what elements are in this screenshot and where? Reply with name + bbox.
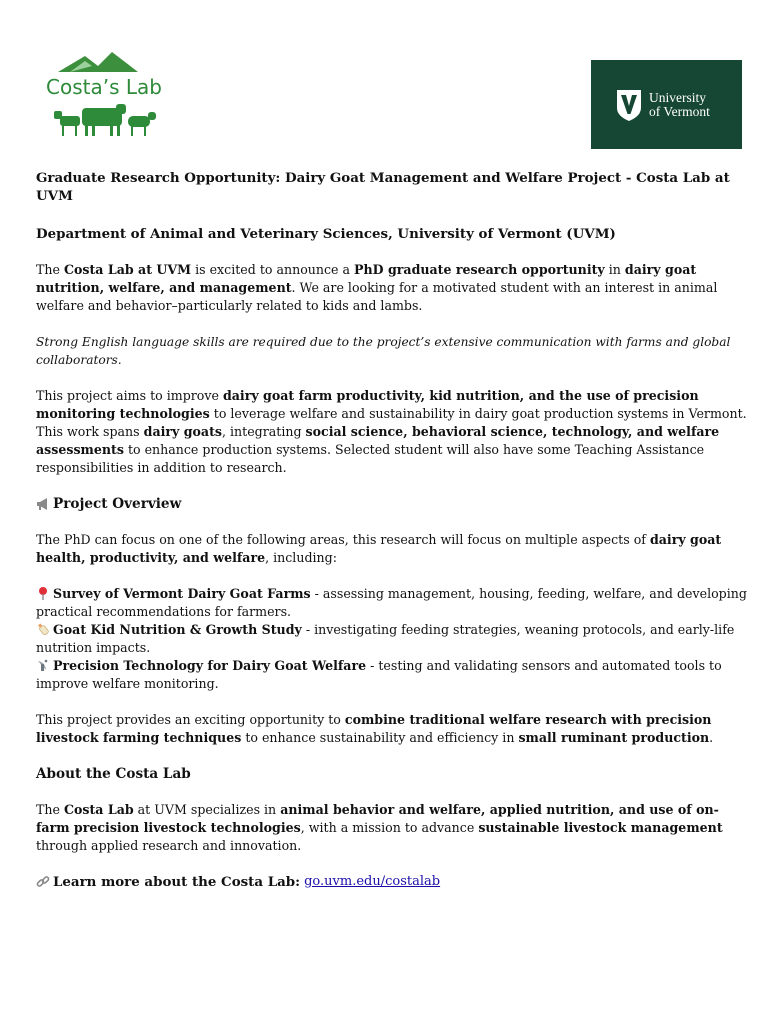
bold-text: PhD graduate research opportunity <box>354 262 605 277</box>
page-title: Graduate Research Opportunity: Dairy Goat Management and Welfare Project - Costa Lab at UVM <box>36 170 730 204</box>
department-heading: Department of Animal and Veterinary Sciences, University of Vermont (UVM) <box>36 226 616 242</box>
text: through applied research and innovation. <box>36 838 302 853</box>
about-heading: About the Costa Lab <box>36 766 191 782</box>
area-desc: - assessing management, housing, feeding, welfare, and developing practical recommendations for farmers. <box>36 586 747 619</box>
overview-paragraph <box>36 531 748 567</box>
uvm-line-2: of Vermont <box>649 103 710 119</box>
bottle-icon <box>36 622 50 636</box>
bold-text: Costa Lab <box>63 802 134 817</box>
learn-more-line <box>36 873 748 891</box>
costa-lab-logo <box>40 50 180 142</box>
text: at UVM specializes in <box>133 802 281 817</box>
bold-text: social science, behavioral science, technology, and welfare assessments <box>36 424 720 457</box>
text: to enhance sustainability and efficiency in <box>241 730 519 745</box>
aims-paragraph <box>36 387 748 477</box>
opportunity-paragraph <box>36 711 748 747</box>
bold-text: sustainable livestock management <box>478 820 723 835</box>
animals-silhouette <box>54 104 156 136</box>
costa-lab-logo-text: Costa’s Lab <box>46 75 162 99</box>
pin-icon <box>36 586 50 600</box>
text: . We are looking for a motivated student with an interest in animal welfare and behavior–particularly related to kids and lambs. <box>36 280 718 313</box>
text: in <box>604 262 625 277</box>
overview-heading-text: Project Overview <box>53 496 182 512</box>
bold-text: animal behavior and welfare, applied nutrition, and use of on-farm precision livestock technologies <box>36 802 719 835</box>
research-areas-list <box>36 585 748 693</box>
megaphone-icon <box>36 497 50 511</box>
text: , including: <box>265 550 337 565</box>
text: The PhD can focus on one of the following areas, this research will focus on multiple aspects of <box>36 532 650 547</box>
text: to enhance production systems. Selected student will also have some Teaching Assistance responsibilities in addition to research. <box>36 442 705 475</box>
bold-text: dairy goats <box>143 424 223 439</box>
text: The <box>36 262 64 277</box>
area-desc: - testing and validating sensors and automated tools to improve welfare monitoring. <box>36 658 722 691</box>
uvm-line-1: University <box>649 89 706 105</box>
list-item <box>36 657 748 693</box>
bold-text: dairy goat health, productivity, and welfare <box>36 532 722 565</box>
text: to leverage welfare and sustainability in dairy goat production systems in Vermont. This work spans <box>36 406 747 439</box>
satellite-icon <box>36 658 50 672</box>
area-name: Goat Kid Nutrition & Growth Study <box>53 622 302 637</box>
mountain-shape <box>58 52 138 72</box>
text: . <box>709 730 714 745</box>
language-note: Strong English language skills are required due to the project’s extensive communication with farms and global collaborators. <box>36 335 731 367</box>
uvm-logo-text <box>649 91 710 119</box>
list-item <box>36 621 748 657</box>
about-paragraph <box>36 801 748 855</box>
document-body <box>36 169 748 891</box>
link-icon <box>36 875 50 889</box>
overview-heading <box>36 495 748 513</box>
text: This project aims to improve <box>36 388 223 403</box>
text: is excited to announce a <box>191 262 355 277</box>
list-item <box>36 585 748 621</box>
text: , with a mission to advance <box>300 820 479 835</box>
bold-text: dairy goat farm productivity, kid nutrition, and the use of precision monitoring technologies <box>36 388 699 421</box>
bold-text: dairy goat nutrition, welfare, and management <box>36 262 697 295</box>
bold-text: Costa Lab at UVM <box>63 262 192 277</box>
area-name: Survey of Vermont Dairy Goat Farms <box>53 586 311 601</box>
costa-lab-link[interactable]: go.uvm.edu/costalab <box>304 874 441 889</box>
text: , integrating <box>222 424 306 439</box>
bold-text: combine traditional welfare research with precision livestock farming techniques <box>36 712 712 745</box>
uvm-shield-icon <box>615 88 643 122</box>
area-name: Precision Technology for Dairy Goat Welfare <box>53 658 367 673</box>
bold-text: small ruminant production <box>518 730 710 745</box>
intro-paragraph <box>36 261 748 315</box>
area-desc: - investigating feeding strategies, weaning protocols, and early-life nutrition impacts. <box>36 622 735 655</box>
text: The <box>36 802 64 817</box>
uvm-logo <box>591 60 742 149</box>
learn-more-label: Learn more about the Costa Lab: <box>53 874 301 890</box>
text: This project provides an exciting opportunity to <box>36 712 345 727</box>
